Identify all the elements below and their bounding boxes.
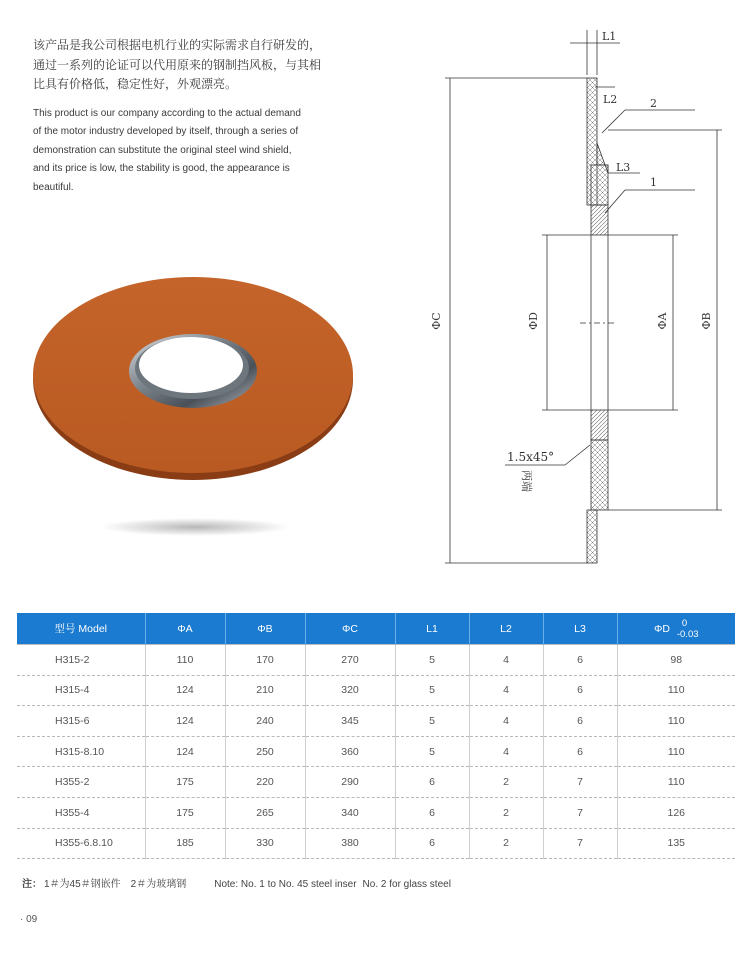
dim-L3: L3 bbox=[616, 161, 631, 174]
cell-C: 380 bbox=[305, 828, 395, 859]
dim-L2: L2 bbox=[603, 93, 618, 106]
cell-B: 250 bbox=[225, 736, 305, 767]
intro-text bbox=[33, 36, 343, 197]
table-row bbox=[17, 797, 735, 828]
cell-L1: 5 bbox=[395, 645, 469, 676]
technical-drawing bbox=[410, 25, 740, 580]
cell-model: H315-2 bbox=[17, 645, 145, 676]
cell-model: H355-6.8.10 bbox=[17, 828, 145, 859]
cell-C: 270 bbox=[305, 645, 395, 676]
cell-D: 110 bbox=[617, 675, 735, 706]
col-header-L2: L2 bbox=[469, 613, 543, 645]
intro-en-line: of the motor industry developed by itself, through a series of bbox=[33, 126, 299, 137]
col-header-D bbox=[617, 613, 735, 645]
col-header-L1: L1 bbox=[395, 613, 469, 645]
cell-D: 110 bbox=[617, 706, 735, 737]
tolerance bbox=[677, 618, 699, 640]
cell-model: H355-4 bbox=[17, 797, 145, 828]
col-header-L3: L3 bbox=[543, 613, 617, 645]
cell-model: H315-6 bbox=[17, 706, 145, 737]
cell-A: 175 bbox=[145, 767, 225, 798]
dim-B: ΦB bbox=[700, 312, 713, 330]
tolerance-lower: -0.03 bbox=[676, 628, 699, 640]
insert-lower-box bbox=[591, 440, 608, 510]
cell-model: H315-8.10 bbox=[17, 736, 145, 767]
cell-L3: 6 bbox=[543, 645, 617, 676]
chamfer-label: 1.5x45° bbox=[507, 450, 555, 464]
cell-B: 210 bbox=[225, 675, 305, 706]
cell-L2: 2 bbox=[469, 767, 543, 798]
intro-en-line: This product is our company according to the actual demand bbox=[33, 107, 301, 119]
intro-zh-line: 该产品是我公司根据电机行业的实际需求自行研发的， bbox=[33, 38, 322, 52]
both-ends-label: 两端 bbox=[520, 470, 533, 492]
cell-A: 175 bbox=[145, 797, 225, 828]
cell-D: 126 bbox=[617, 797, 735, 828]
cell-D: 110 bbox=[617, 736, 735, 767]
cell-B: 240 bbox=[225, 706, 305, 737]
cell-B: 330 bbox=[225, 828, 305, 859]
cell-A: 124 bbox=[145, 706, 225, 737]
col-header-D-label: ΦD bbox=[653, 622, 670, 635]
cell-model: H355-2 bbox=[17, 767, 145, 798]
cell-C: 345 bbox=[305, 706, 395, 737]
steel-insert-upper bbox=[591, 205, 608, 235]
spec-table bbox=[17, 613, 735, 859]
notes-label: 注： bbox=[22, 879, 42, 890]
intro-en-line: beautiful. bbox=[33, 181, 74, 193]
cell-C: 320 bbox=[305, 675, 395, 706]
cell-L2: 4 bbox=[469, 706, 543, 737]
dim-A: ΦA bbox=[656, 312, 669, 330]
part-2-label: 2 bbox=[650, 97, 657, 110]
cell-L3: 6 bbox=[543, 675, 617, 706]
shield-lower bbox=[587, 510, 597, 563]
table-row bbox=[17, 828, 735, 859]
cell-A: 185 bbox=[145, 828, 225, 859]
cell-L1: 5 bbox=[395, 706, 469, 737]
cell-L1: 6 bbox=[395, 828, 469, 859]
cell-L1: 6 bbox=[395, 797, 469, 828]
col-header-model: 型号 Model bbox=[17, 613, 145, 645]
notes bbox=[22, 875, 457, 890]
dim-C: ΦC bbox=[430, 312, 443, 330]
cell-D: 98 bbox=[617, 645, 735, 676]
note-en-2: No. 2 for glass steel bbox=[362, 879, 451, 890]
tolerance-upper: 0 bbox=[681, 617, 688, 629]
intro-en bbox=[33, 105, 343, 198]
table-row bbox=[17, 736, 735, 767]
steel-insert-lower bbox=[591, 410, 608, 440]
cell-L1: 6 bbox=[395, 767, 469, 798]
disc-shadow bbox=[100, 518, 290, 536]
cell-L3: 7 bbox=[543, 828, 617, 859]
dim-D: ΦD bbox=[527, 312, 540, 330]
col-header-A: ΦA bbox=[145, 613, 225, 645]
dim-L1: L1 bbox=[602, 30, 617, 43]
col-header-B: ΦB bbox=[225, 613, 305, 645]
cell-L2: 2 bbox=[469, 797, 543, 828]
table-header-row bbox=[17, 613, 735, 645]
intro-zh-line: 比具有价格低，稳定性好，外观漂亮。 bbox=[33, 77, 238, 91]
cell-L1: 5 bbox=[395, 675, 469, 706]
cell-L3: 7 bbox=[543, 797, 617, 828]
intro-zh-line: 通过一系列的论证可以代用原来的钢制挡风板，与其相 bbox=[33, 57, 322, 72]
table-row bbox=[17, 645, 735, 676]
intro-en-line: and its price is low, the stability is good, the appearance is bbox=[33, 163, 290, 174]
note-zh: 1＃为45＃钢嵌件 2＃为玻璃钢 bbox=[44, 879, 187, 890]
disc-hole bbox=[139, 337, 243, 393]
table-row bbox=[17, 706, 735, 737]
cell-L2: 2 bbox=[469, 828, 543, 859]
cell-D: 110 bbox=[617, 767, 735, 798]
cell-L3: 6 bbox=[543, 736, 617, 767]
product-photo bbox=[25, 262, 365, 537]
cell-B: 170 bbox=[225, 645, 305, 676]
page-number: · 09 bbox=[20, 914, 38, 925]
cell-A: 110 bbox=[145, 645, 225, 676]
cell-C: 340 bbox=[305, 797, 395, 828]
cell-D: 135 bbox=[617, 828, 735, 859]
table-row bbox=[17, 767, 735, 798]
part-1-label: 1 bbox=[650, 176, 657, 189]
cell-L2: 4 bbox=[469, 736, 543, 767]
cell-L2: 4 bbox=[469, 675, 543, 706]
cell-L3: 6 bbox=[543, 706, 617, 737]
intro-zh bbox=[33, 36, 343, 95]
cell-L1: 5 bbox=[395, 736, 469, 767]
intro-en-line: demonstration can substitute the original steel wind shield, bbox=[33, 144, 292, 156]
cell-L3: 7 bbox=[543, 767, 617, 798]
cell-A: 124 bbox=[145, 736, 225, 767]
col-header-C: ΦC bbox=[305, 613, 395, 645]
cell-C: 290 bbox=[305, 767, 395, 798]
note-en-1: Note: No. 1 to No. 45 steel inser bbox=[214, 879, 357, 890]
cell-B: 220 bbox=[225, 767, 305, 798]
cell-C: 360 bbox=[305, 736, 395, 767]
cell-A: 124 bbox=[145, 675, 225, 706]
table-row bbox=[17, 675, 735, 706]
cell-model: H315-4 bbox=[17, 675, 145, 706]
insert-upper-box bbox=[591, 165, 608, 205]
cell-L2: 4 bbox=[469, 645, 543, 676]
cell-B: 265 bbox=[225, 797, 305, 828]
